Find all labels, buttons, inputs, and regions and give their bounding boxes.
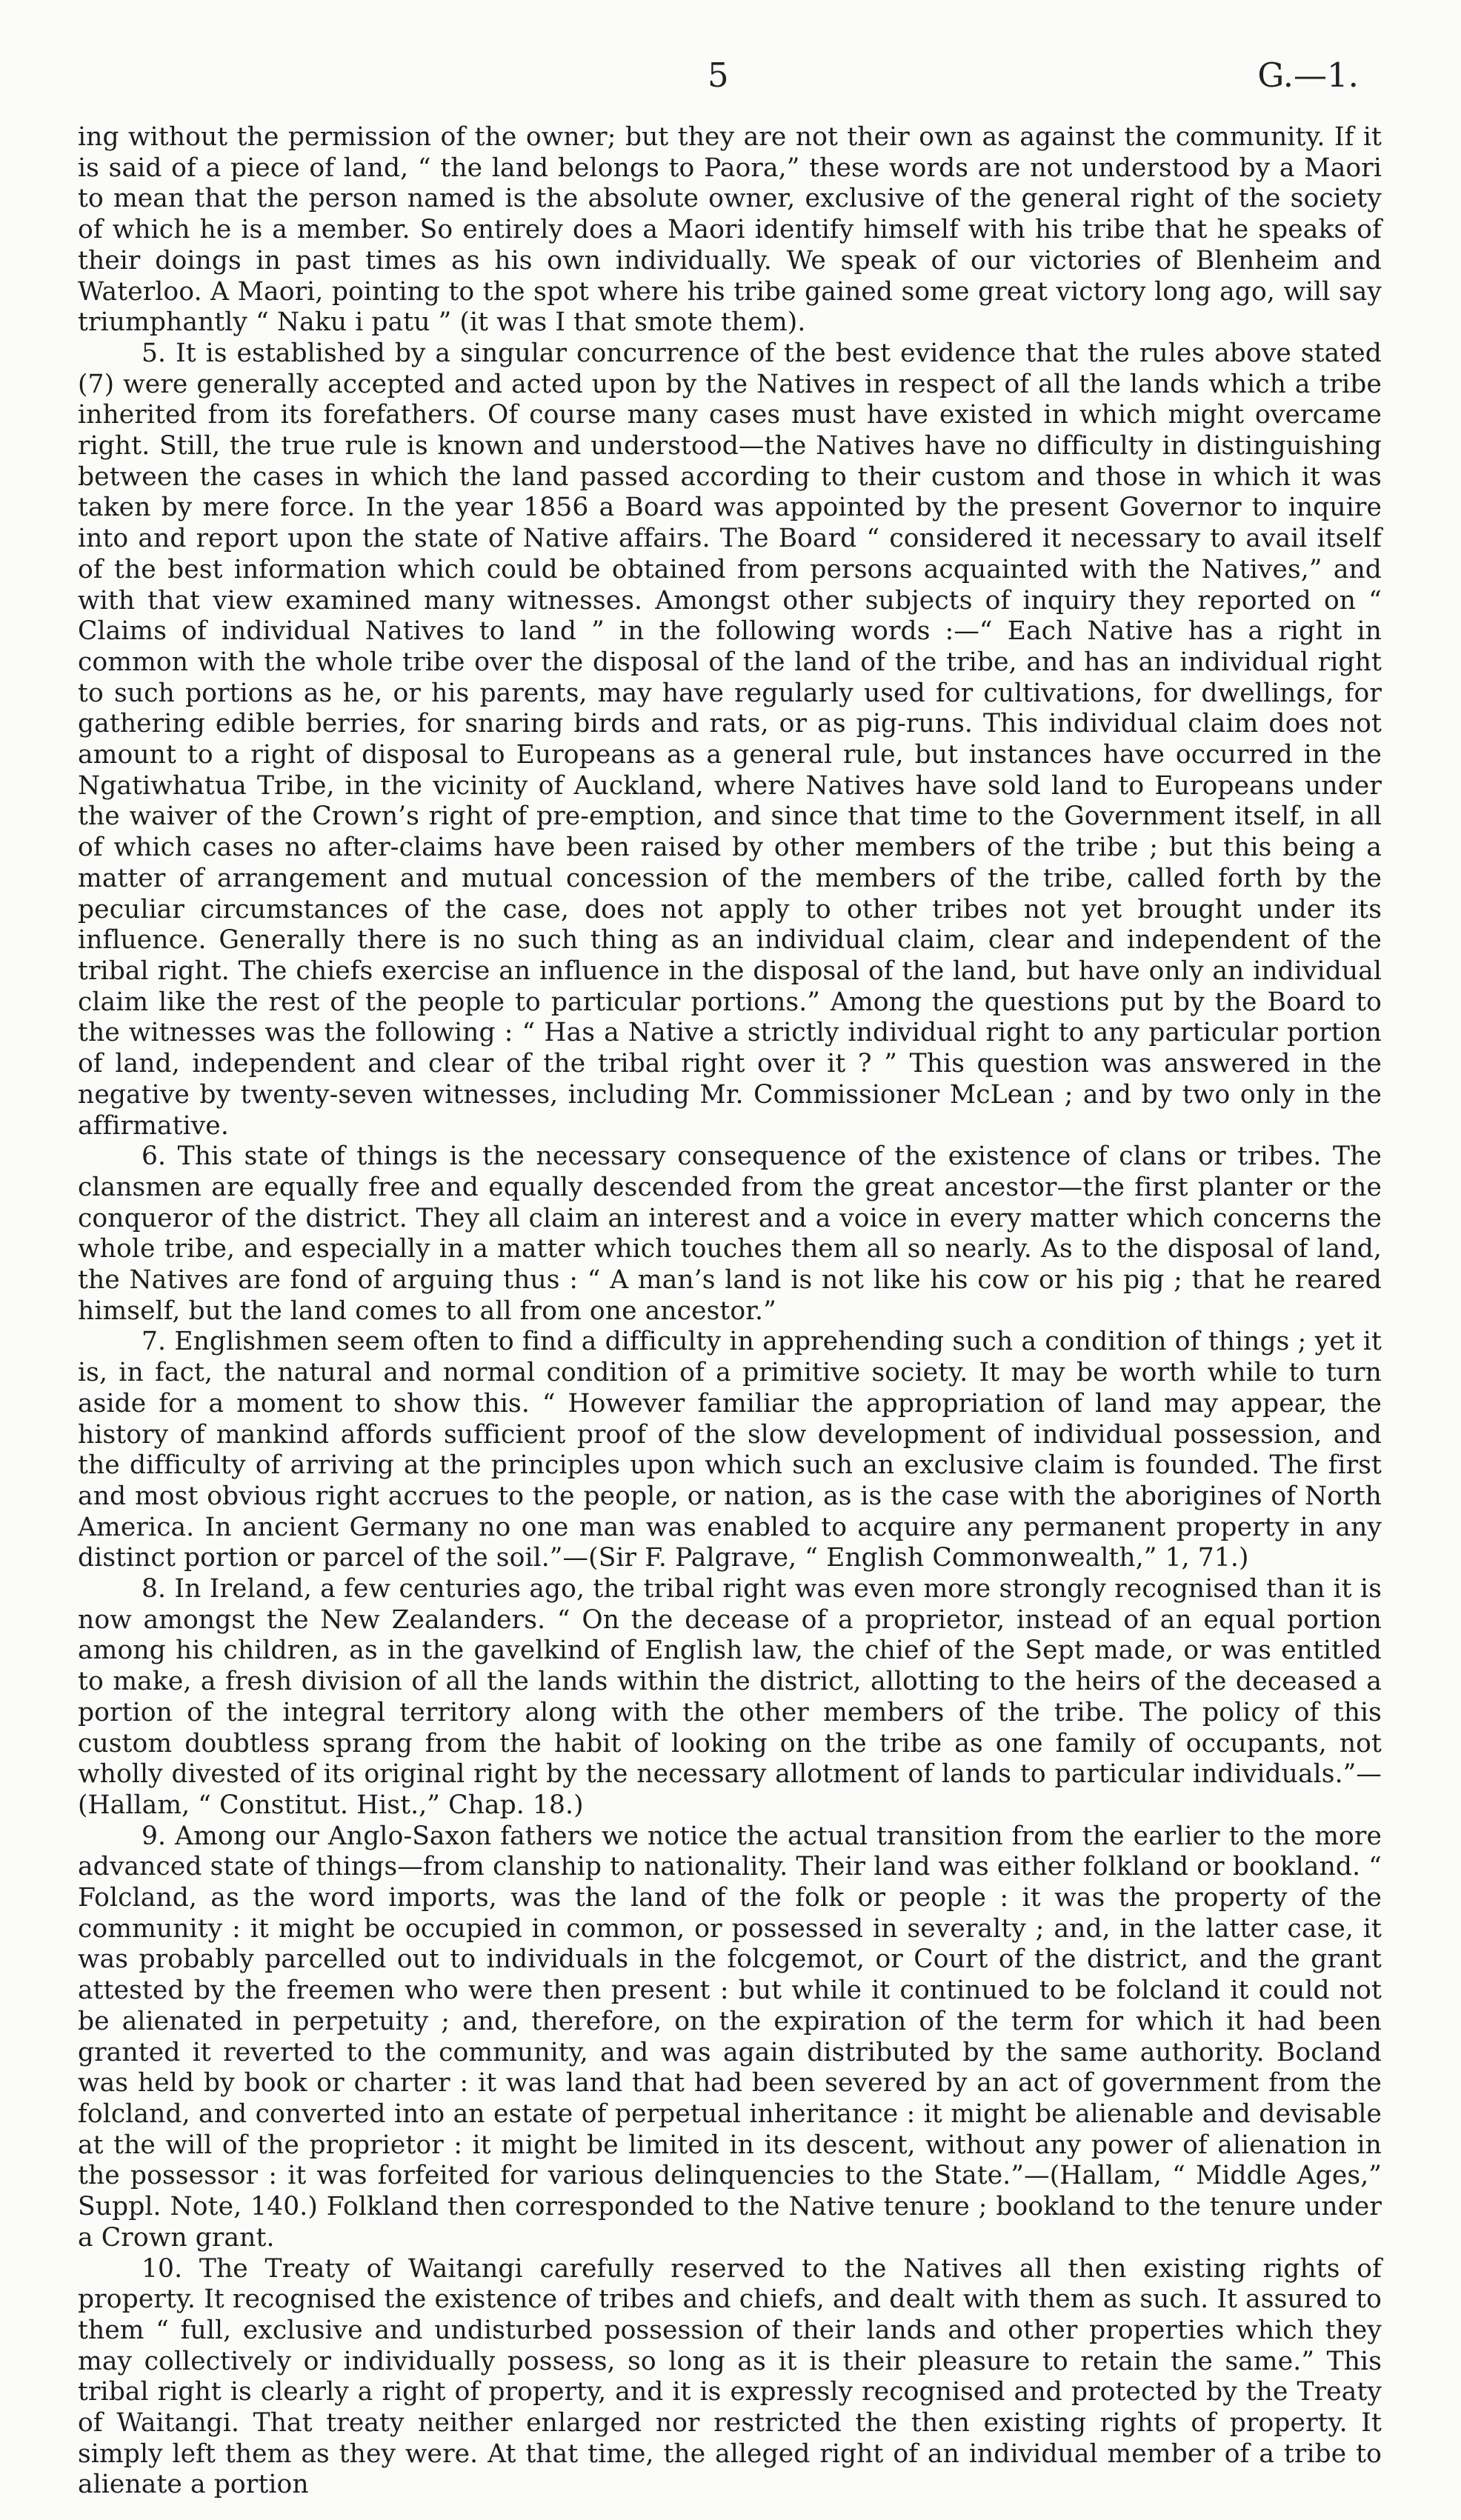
body-text xyxy=(78,122,1382,2501)
paragraph-5: 5. It is established by a singular concurrence of the best evidence that the rules above stated (7) were generally accepted and acted upon by the Natives in respect of all the lands which a tribe inherited from its forefathers. Of course many cases must have existed in which might overcame right. Still, the true rule is known and understood—the Natives have no difficulty in distinguishing between the cases in which the land passed according to their custom and those in which it was taken by mere force. In the year 1856 a Board was appointed by the present Governor to inquire into and report upon the state of Native affairs. The Board “ considered it necessary to avail itself of the best information which could be obtained from persons acquainted with the Natives,” and with that view examined many witnesses. Amongst other subjects of inquiry they reported on “ Claims of individual Natives to land ” in the following words :—“ Each Native has a right in common with the whole tribe over the disposal of the land of the tribe, and has an individual right to such portions as he, or his parents, may have regularly used for cultivations, for dwellings, for gathering edible berries, for snaring birds and rats, or as pig-runs. This individual claim does not amount to a right of disposal to Europeans as a general rule, but instances have occurred in the Ngatiwhatua Tribe, in the vicinity of Auckland, where Natives have sold land to Europeans under the waiver of the Crown’s right of pre-emption, and since that time to the Government itself, in all of which cases no after-claims have been raised by other members of the tribe ; but this being a matter of arrangement and mutual concession of the members of the tribe, called forth by the peculiar circumstances of the case, does not apply to other tribes not yet brought under its influence. Generally there is no such thing as an individual claim, clear and independent of the tribal right. The chiefs exercise an influence in the disposal of the land, but have only an individual claim like the rest of the people to particular portions.” Among the questions put by the Board to the witnesses was the following : “ Has a Native a strictly individual right to any particular portion of land, independent and clear of the tribal right over it ? ” This question was answered in the negative by twenty-seven witnesses, including Mr. Commissioner McLean ; and by two only in the affirmative. xyxy=(78,338,1382,1141)
paragraph-7: 7. Englishmen seem often to find a difficulty in apprehending such a condition of things ; yet it is, in fact, the natural and normal condition of a primitive society. It may be worth while to turn aside for a moment to show this. “ However familiar the appropriation of land may appear, the history of mankind affords sufficient proof of the slow development of individual possession, and the difficulty of arriving at the principles upon which such an exclusive claim is founded. The first and most obvious right accrues to the people, or nation, as is the case with the aborigines of North America. In ancient Germany no one man was enabled to acquire any permanent property in any distinct portion or parcel of the soil.”—(Sir F. Palgrave, “ English Commonwealth,” 1, 71.) xyxy=(78,1327,1382,1573)
document-reference: G.—1. xyxy=(1257,56,1359,95)
paragraph-10: 10. The Treaty of Waitangi carefully reserved to the Natives all then existing rights of property. It recognised the existence of tribes and chiefs, and dealt with them as such. It assured to them “ full, exclusive and undisturbed possession of their lands and other properties which they may collectively or individually possess, so long as it is their pleasure to retain the same.” This tribal right is clearly a right of property, and it is expressly recognised and protected by the Treaty of Waitangi. That treaty neither enlarged nor restricted the then existing rights of property. It simply left them as they were. At that time, the alleged right of an individual member of a tribe to alienate a portion xyxy=(78,2253,1382,2500)
paragraph-8: 8. In Ireland, a few centuries ago, the tribal right was even more strongly recognised than it is now amongst the New Zealanders. “ On the decease of a proprietor, instead of an equal portion among his children, as in the gavelkind of English law, the chief of the Sept made, or was entitled to make, a fresh division of all the lands within the district, allotting to the heirs of the deceased a portion of the integral territory along with the other members of the tribe. The policy of this custom doubtless sprang from the habit of looking on the tribe as one family of occupants, not wholly divested of its original right by the necessary allotment of lands to particular individuals.”—(Hallam, “ Constitut. Hist.,” Chap. 18.) xyxy=(78,1574,1382,1820)
paragraph-6: 6. This state of things is the necessary consequence of the existence of clans or tribes. The clansmen are equally free and equally descended from the great ancestor—the first planter or the conqueror of the district. They all claim an interest and a voice in every matter which concerns the whole tribe, and especially in a matter which touches them all so nearly. As to the disposal of land, the Natives are fond of arguing thus : “ A man’s land is not like his cow or his pig ; that he reared himself, but the land comes to all from one ancestor.” xyxy=(78,1141,1382,1326)
paragraph-continued: ing without the permission of the owner; but they are not their own as against the community. If it is said of a piece of land, “ the land belongs to Paora,” these words are not understood by a Maori to mean that the person named is the absolute owner, exclusive of the general right of the society of which he is a member. So entirely does a Maori identify himself with his tribe that he speaks of their doings in past times as his own individually. We speak of our victories of Blenheim and Waterloo. A Maori, pointing to the spot where his tribe gained some great victory long ago, will say triumphantly “ Naku i patu ” (it was I that smote them). xyxy=(78,122,1382,338)
paragraph-9: 9. Among our Anglo-Saxon fathers we notice the actual transition from the earlier to the more advanced state of things—from clanship to nationality. Their land was either folkland or bookland. “ Folcland, as the word imports, was the land of the folk or people : it was the property of the community : it might be occupied in common, or possessed in severalty ; and, in the latter case, it was probably parcelled out to individuals in the folcgemot, or Court of the district, and the grant attested by the freemen who were then present : but while it continued to be folcland it could not be alienated in perpetuity ; and, therefore, on the expiration of the term for which it had been granted it reverted to the community, and was again distributed by the same authority. Bocland was held by book or charter : it was land that had been severed by an act of government from the folcland, and converted into an estate of perpetual inheritance : it might be alienable and devisable at the will of the proprietor : it might be limited in its descent, without any power of alienation in the possessor : it was forfeited for various delinquencies to the State.”—(Hallam, “ Middle Ages,” Suppl. Note, 140.) Folkland then corresponded to the Native tenure ; bookland to the tenure under a Crown grant. xyxy=(78,1821,1382,2253)
page-number: 5 xyxy=(708,56,729,95)
page-header xyxy=(0,53,1461,98)
